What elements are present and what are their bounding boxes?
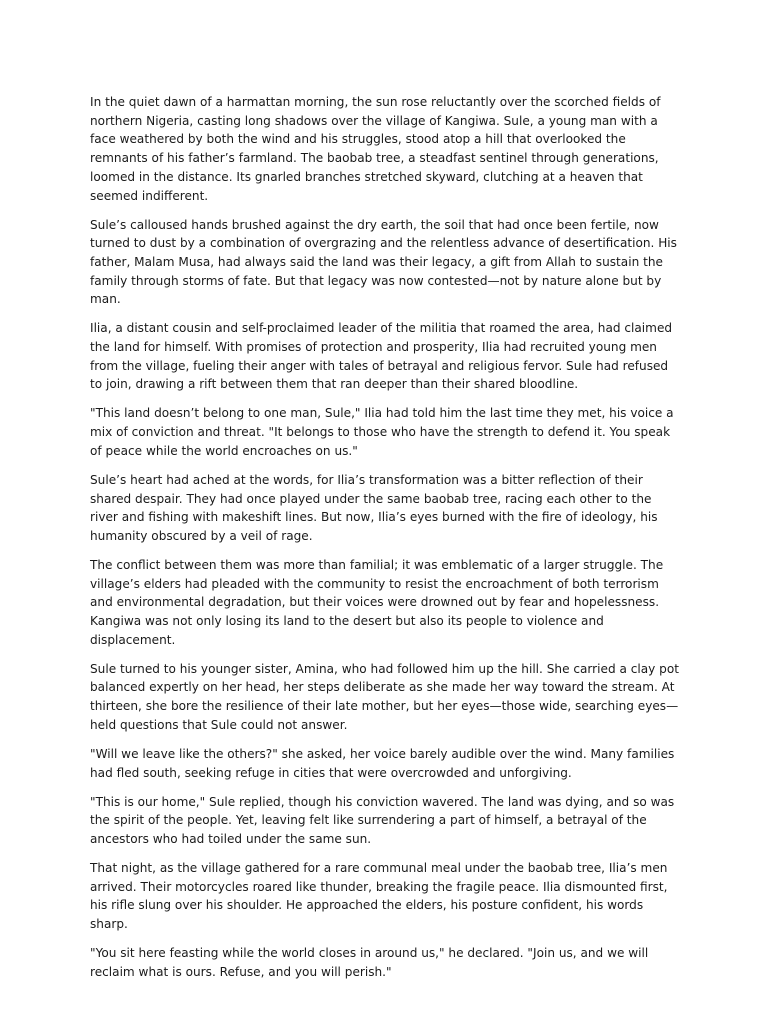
document-body — [90, 93, 680, 992]
paragraph: "This land doesn’t belong to one man, Sule," Ilia had told him the last time they met, his voice a mix of conviction and threat. "It belongs to those who have the strength to defend it. You speak of peace while the world encroaches on us." — [90, 406, 674, 458]
paragraph: "Will we leave like the others?" she asked, her voice barely audible over the wind. Many families had fled south, seeking refuge in cities that were overcrowded and unforgiving. — [90, 746, 675, 780]
paragraph: Ilia, a distant cousin and self-proclaimed leader of the militia that roamed the area, had claimed the land for himself. With promises of protection and prosperity, Ilia had recruited young men from the village, fueling their anger with tales of betrayal and religious fervor. Sule had refused to join, drawing a rift between them that ran deeper than their shared bloodline. — [90, 321, 673, 392]
paragraph: Sule’s heart had ached at the words, for Ilia’s transformation was a bitter reflection of their shared despair. They had once played under the same baobab tree, racing each other to the river and fishing with makeshift lines. But now, Ilia’s eyes burned with the fire of ideology, his humanity obscured by a veil of rage. — [90, 472, 658, 543]
paragraph: In the quiet dawn of a harmattan morning, the sun rose reluctantly over the scorched fields of northern Nigeria, casting long shadows over the village of Kangiwa. Sule, a young man with a face weathered by both the wind and his struggles, stood atop a hill that overlooked the remnants of his father’s farmland. The baobab tree, a steadfast sentinel through generations, loomed in the distance. Its gnarled branches stretched skyward, clutching at a heaven that seemed indifferent. — [90, 95, 661, 203]
paragraph: The conflict between them was more than familial; it was emblematic of a larger struggle. The village’s elders had pleaded with the community to resist the encroachment of both terrorism and environmental degradation, but their voices were drowned out by fear and hopelessness. Kangiwa was not only losing its land to the desert but also its people to violence and displacement. — [90, 557, 664, 647]
paragraph: Sule’s calloused hands brushed against the dry earth, the soil that had once been fertile, now turned to dust by a combination of overgrazing and the relentless advance of desertification. His father, Malam Musa, had always said the land was their legacy, a gift from Allah to sustain the family through storms of fate. But that legacy was now contested—not by nature alone but by man. — [90, 217, 677, 307]
paragraph: "This is our home," Sule replied, though his conviction wavered. The land was dying, and so was the spirit of the people. Yet, leaving felt like surrendering a part of himself, a betrayal of the ancestors who had toiled under the same sun. — [90, 794, 675, 846]
paragraph: "You sit here feasting while the world closes in around us," he declared. "Join us, and we will reclaim what is ours. Refuse, and you will perish." — [90, 946, 649, 979]
paragraph: Sule turned to his younger sister, Amina, who had followed him up the hill. She carried a clay pot balanced expertly on her head, her steps deliberate as she made her way toward the stream. At thirteen, she bore the resilience of their late mother, but her eyes—those wide, searching eyes—held questions that Sule could not answer. — [90, 661, 679, 732]
paragraph: That night, as the village gathered for a rare communal meal under the baobab tree, Ilia’s men arrived. Their motorcycles roared like thunder, breaking the fragile peace. Ilia dismounted first, his rifle slung over his shoulder. He approached the elders, his posture confident, his words sharp. — [90, 860, 668, 932]
